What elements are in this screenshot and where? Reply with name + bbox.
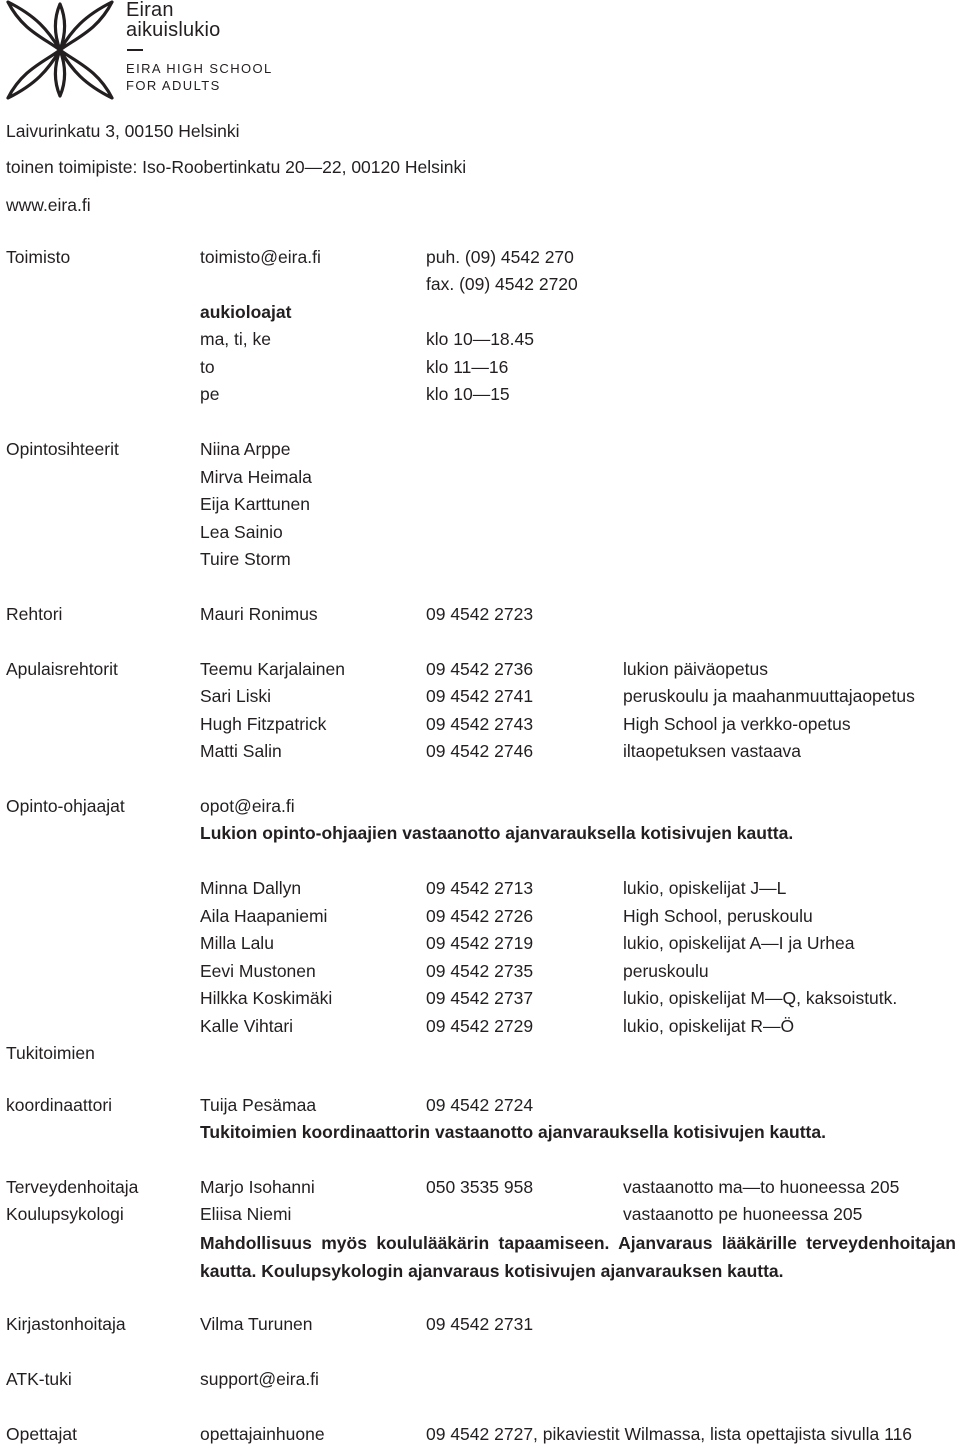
secretary-name: Niina Arppe (200, 439, 291, 459)
nurse-role: vastaanotto ma—to huoneessa 205 (623, 1177, 900, 1197)
secretary-name: Mirva Heimala (200, 467, 312, 487)
vice-principal-name: Teemu Karjalainen (200, 659, 345, 679)
counselor-role: lukio, opiskelijat M—Q, kaksoistutk. (623, 988, 898, 1008)
secretary-name: Lea Sainio (200, 522, 283, 542)
toimisto-fax: fax. (09) 4542 2720 (426, 274, 578, 294)
counselor-role: peruskoulu (623, 961, 709, 981)
vice-principal-role: lukion päiväopetus (623, 659, 768, 679)
vice-principal-name: Sari Liski (200, 686, 271, 706)
counselor-phone: 09 4542 2726 (426, 906, 534, 926)
psychologist-name: Eliisa Niemi (200, 1204, 292, 1224)
toimisto-label: Toimisto (6, 247, 71, 267)
logo-english-line2: FOR ADULTS (126, 77, 221, 93)
logo-divider (127, 49, 143, 51)
counselor-name: Milla Lalu (200, 933, 274, 953)
coordinator-name: Tuija Pesämaa (200, 1095, 317, 1115)
website-link[interactable]: www.eira.fi (6, 195, 91, 215)
librarian-phone: 09 4542 2731 (426, 1314, 534, 1334)
counselor-role: lukio, opiskelijat R—Ö (623, 1016, 795, 1036)
terveydenhoitaja-label: Terveydenhoitaja (6, 1177, 139, 1197)
opinto-ohjaajat-note: Lukion opinto-ohjaajien vastaanotto ajanvarauksella kotisivujen kautta. (200, 823, 794, 843)
hours-days: to (200, 357, 215, 377)
counselor-phone: 09 4542 2735 (426, 961, 534, 981)
flower-logo-icon (4, 0, 116, 100)
counselor-name: Minna Dallyn (200, 878, 302, 898)
address-line2: toinen toimipiste: Iso-Roobertinkatu 20—22, 00120 Helsinki (6, 157, 467, 177)
kirjastonhoitaja-label: Kirjastonhoitaja (6, 1314, 126, 1334)
psychologist-role: vastaanotto pe huoneessa 205 (623, 1204, 863, 1224)
counselor-phone: 09 4542 2737 (426, 988, 534, 1008)
coordinator-note: Tukitoimien koordinaattorin vastaanotto ajanvarauksella kotisivujen kautta. (200, 1122, 826, 1142)
hours-time: klo 10—18.45 (426, 329, 534, 349)
hours-time: klo 11—16 (426, 357, 509, 377)
vice-principal-phone: 09 4542 2741 (426, 686, 534, 706)
librarian-name: Vilma Turunen (200, 1314, 313, 1334)
counselor-role: lukio, opiskelijat J—L (623, 878, 787, 898)
logo-english-line1: EIRA HIGH SCHOOL (126, 60, 273, 76)
tukitoimien-label: Tukitoimien (6, 1043, 95, 1063)
counselor-phone: 09 4542 2719 (426, 933, 534, 953)
counselor-role: lukio, opiskelijat A—I ja Urhea (623, 933, 855, 953)
hours-time: klo 10—15 (426, 384, 510, 404)
teachers-info: 09 4542 2727, pikaviestit Wilmassa, lista opettajista sivulla 116 (426, 1424, 913, 1444)
nurse-phone: 050 3535 958 (426, 1177, 534, 1197)
opinto-ohjaajat-email[interactable]: opot@eira.fi (200, 796, 295, 816)
counselor-name: Kalle Vihtari (200, 1016, 294, 1036)
vice-principal-role: iltaopetuksen vastaava (623, 741, 802, 761)
koordinaattori-label: koordinaattori (6, 1095, 113, 1115)
counselor-phone: 09 4542 2729 (426, 1016, 534, 1036)
vice-principal-phone: 09 4542 2743 (426, 714, 534, 734)
rehtori-name: Mauri Ronimus (200, 604, 318, 624)
rehtori-phone: 09 4542 2723 (426, 604, 534, 624)
opinto-ohjaajat-label: Opinto-ohjaajat (6, 796, 125, 816)
logo-name-line1: Eiran (126, 0, 174, 21)
toimisto-email[interactable]: toimisto@eira.fi (200, 247, 321, 267)
secretary-name: Tuire Storm (200, 549, 291, 569)
nurse-name: Marjo Isohanni (200, 1177, 315, 1197)
hours-title: aukioloajat (200, 302, 292, 322)
vice-principal-name: Hugh Fitzpatrick (200, 714, 327, 734)
coordinator-phone: 09 4542 2724 (426, 1095, 534, 1115)
counselor-name: Hilkka Koskimäki (200, 988, 333, 1008)
vice-principal-role: peruskoulu ja maahanmuuttajaopetus (623, 686, 915, 706)
apulaisrehtorit-label: Apulaisrehtorit (6, 659, 118, 679)
hours-days: pe (200, 384, 220, 404)
counselor-name: Aila Haapaniemi (200, 906, 328, 926)
opintosihteerit-label: Opintosihteerit (6, 439, 119, 459)
vice-principal-role: High School ja verkko-opetus (623, 714, 851, 734)
opettajat-label: Opettajat (6, 1424, 78, 1444)
counselor-name: Eevi Mustonen (200, 961, 316, 981)
counselor-role: High School, peruskoulu (623, 906, 813, 926)
vice-principal-name: Matti Salin (200, 741, 282, 761)
toimisto-phone: puh. (09) 4542 270 (426, 247, 574, 267)
support-email[interactable]: support@eira.fi (200, 1369, 319, 1389)
school-logo (4, 0, 304, 100)
counselor-phone: 09 4542 2713 (426, 878, 534, 898)
rehtori-label: Rehtori (6, 604, 63, 624)
address-line1: Laivurinkatu 3, 00150 Helsinki (6, 121, 240, 141)
koulupsykologi-label: Koulupsykologi (6, 1204, 124, 1224)
logo-name-line2: aikuislukio (126, 19, 221, 41)
atk-label: ATK-tuki (6, 1369, 72, 1389)
hours-days: ma, ti, ke (200, 329, 271, 349)
health-note: Mahdollisuus myös koululääkärin tapaamiseen. Ajanvaraus lääkärille terveydenhoitajan kautta. Koulupsykologin ajanvaraus kotisivujen ajanvarauksen kautta. (200, 1233, 956, 1281)
teachers-place: opettajainhuone (200, 1424, 325, 1444)
vice-principal-phone: 09 4542 2736 (426, 659, 534, 679)
secretary-name: Eija Karttunen (200, 494, 310, 514)
vice-principal-phone: 09 4542 2746 (426, 741, 534, 761)
